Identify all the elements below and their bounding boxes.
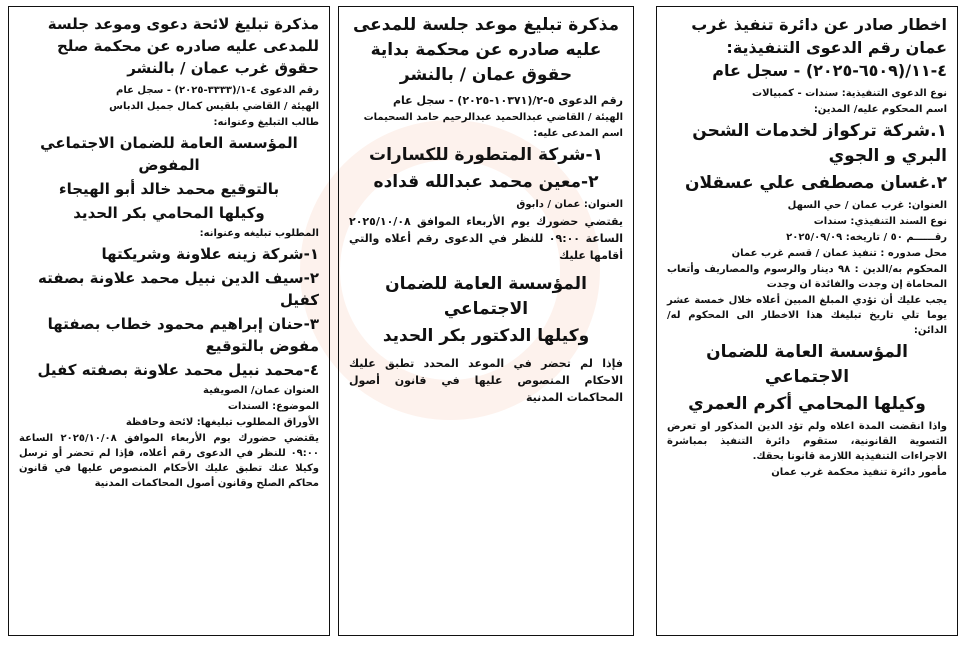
signature: مأمور دائرة تنفيذ محكمة غرب عمان [771,467,947,478]
notice-column-magistrate [8,6,330,636]
notice-text: يجب عليك أن تؤدي المبلغ المبين أعلاه خلال خمسة عشر يوما تلي تاريخ تبليغك هذا الاخطار الى المحكوم له/ الدائن: [667,295,947,336]
notice-title: مذكرة تبليغ موعد جلسة للمدعى عليه صادره عن محكمة بداية حقوق عمان / بالنشر [352,15,620,85]
plaintiff-agent: وكيلها الدكتور بكر الحديد [382,326,590,346]
summons-text: يقتضي حضورك يوم الأربعاء الموافق ٢٠٢٥/١٠/٠٨ الساعة ٠٩:٠٠ للنظر في الدعوى رقم أعلاه والتي أقامها عليك [349,215,624,262]
creditor-agent: وكيلها المحامي أكرم العمري [688,394,926,414]
court-panel: الهيئة / القاضي عبدالحميد عبدالرحيم حامد السحيمات [363,112,623,123]
deed-type: نوع السند التنفيذي: سندات [813,216,947,227]
debtor-name: ٢.غسان مصطفى علي عسقلان [685,173,947,193]
requester-label: طالب التبليغ وعنوانه: [213,117,319,128]
warning-text: واذا انقضت المدة اعلاه ولم تؤد الدين المذكور او تعرض التسوية القانونية، ستقوم دائرة التنفيذ بمباشرة الاجراءات التنفيذية اللازمة قانونا بحقك. [667,421,947,462]
defendant-name: ١-شركة المتطورة للكسارات [369,145,603,165]
debtor-label: اسم المحكوم عليه/ المدين: [813,104,947,115]
case-number: رقم الدعوى ٥-٢/(١٠٣٧١-٢٠٢٥) - سجل عام [392,94,623,107]
defendant-label: اسم المدعى عليه: [533,128,623,139]
party-name: ٣-حنان إبراهيم محمود خطاب بصفتها مفوض بالتوقيع [47,315,319,355]
defendant-name: ٢-معين محمد عبدالله قداده [373,172,599,192]
case-type: نوع الدعوى التنفيذية: سندات - كمبيالات [752,88,947,99]
requester-name: بالتوقيع محمد خالد أبو الهيجاء [58,180,280,198]
amount: المحكوم به/الدين : ٩٨ دينار والرسوم والمصاريف وأتعاب المحاماة إن وجدت والفائدة ان وجدت [667,264,947,290]
address: العنوان: عمان / دابوق [516,199,623,210]
required-label: المطلوب تبليغه وعنوانه: [199,228,319,239]
deed-number-date: رقــــــم ٥٠ / تاريخه: ٢٠٢٥/٠٩/٠٩ [786,232,947,243]
warning-text: فإذا لم تحضر في الموعد المحدد تطبق عليك الاحكام المنصوص عليها في قانون أصول المحاكمات المدنية [349,357,623,404]
address: العنوان عمان/ الصويفية [203,385,319,396]
party-name: ٤-محمد نبيل محمد علاونة بصفته كفيل [37,361,319,379]
party-name: ١-شركة زينه علاونة وشريكتها [101,245,319,263]
notice-column-execution [656,6,958,636]
notice-title: اخطار صادر عن دائرة تنفيذ غرب عمان رقم الدعوى التنفيذية: ٤-١١/(٦٥٠٩-٢٠٢٥) - سجل عام [691,15,947,80]
subject: الموضوع: السندات [227,401,319,412]
creditor-name: المؤسسة العامة للضمان الاجتماعي [706,342,908,387]
requester-name: المؤسسة العامة للضمان الاجتماعي المفوض [40,134,298,174]
plaintiff-name: المؤسسة العامة للضمان الاجتماعي [385,274,587,319]
papers: الأوراق المطلوب تبليغها: لائحة وحافظة [125,417,319,428]
summons-text: يقتضي حضورك يوم الأربعاء الموافق ٢٠٢٥/١٠/٠٨ الساعة ٠٩:٠٠ للنظر في الدعوى رقم أعلاه، فإذا لم تحضر أو ترسل وكيلا عنك تطبق عليك الأحكام المنصوص عليها في قانون محاكم الصلح وقانون أصول المحاكمات المدنية [19,433,319,489]
case-number: رقم الدعوى ٤-١/(٣٣٣٣-٢٠٢٥) - سجل عام [116,85,319,96]
party-name: ٢-سيف الدين نبيل محمد علاونة بصفته كفيل [37,269,319,309]
issued-at: محل صدوره : تنفيذ عمان / قسم غرب عمان [731,248,947,259]
debtor-name: ١.شركة تركواز لخدمات الشحن البري و الجوي [692,121,947,166]
address: العنوان: غرب عمان / حي السهل [787,200,947,211]
requester-agent: وكيلها المحامي بكر الحديد [73,204,265,222]
notice-column-first-instance [338,6,634,636]
notice-title: مذكرة تبليغ لائحة دعوى وموعد جلسة للمدعى عليه صادره عن محكمة صلح حقوق غرب عمان / بالنشر [47,15,319,77]
court-panel: الهيئة / القاضي بلقيس كمال جميل الدباس [109,101,319,112]
